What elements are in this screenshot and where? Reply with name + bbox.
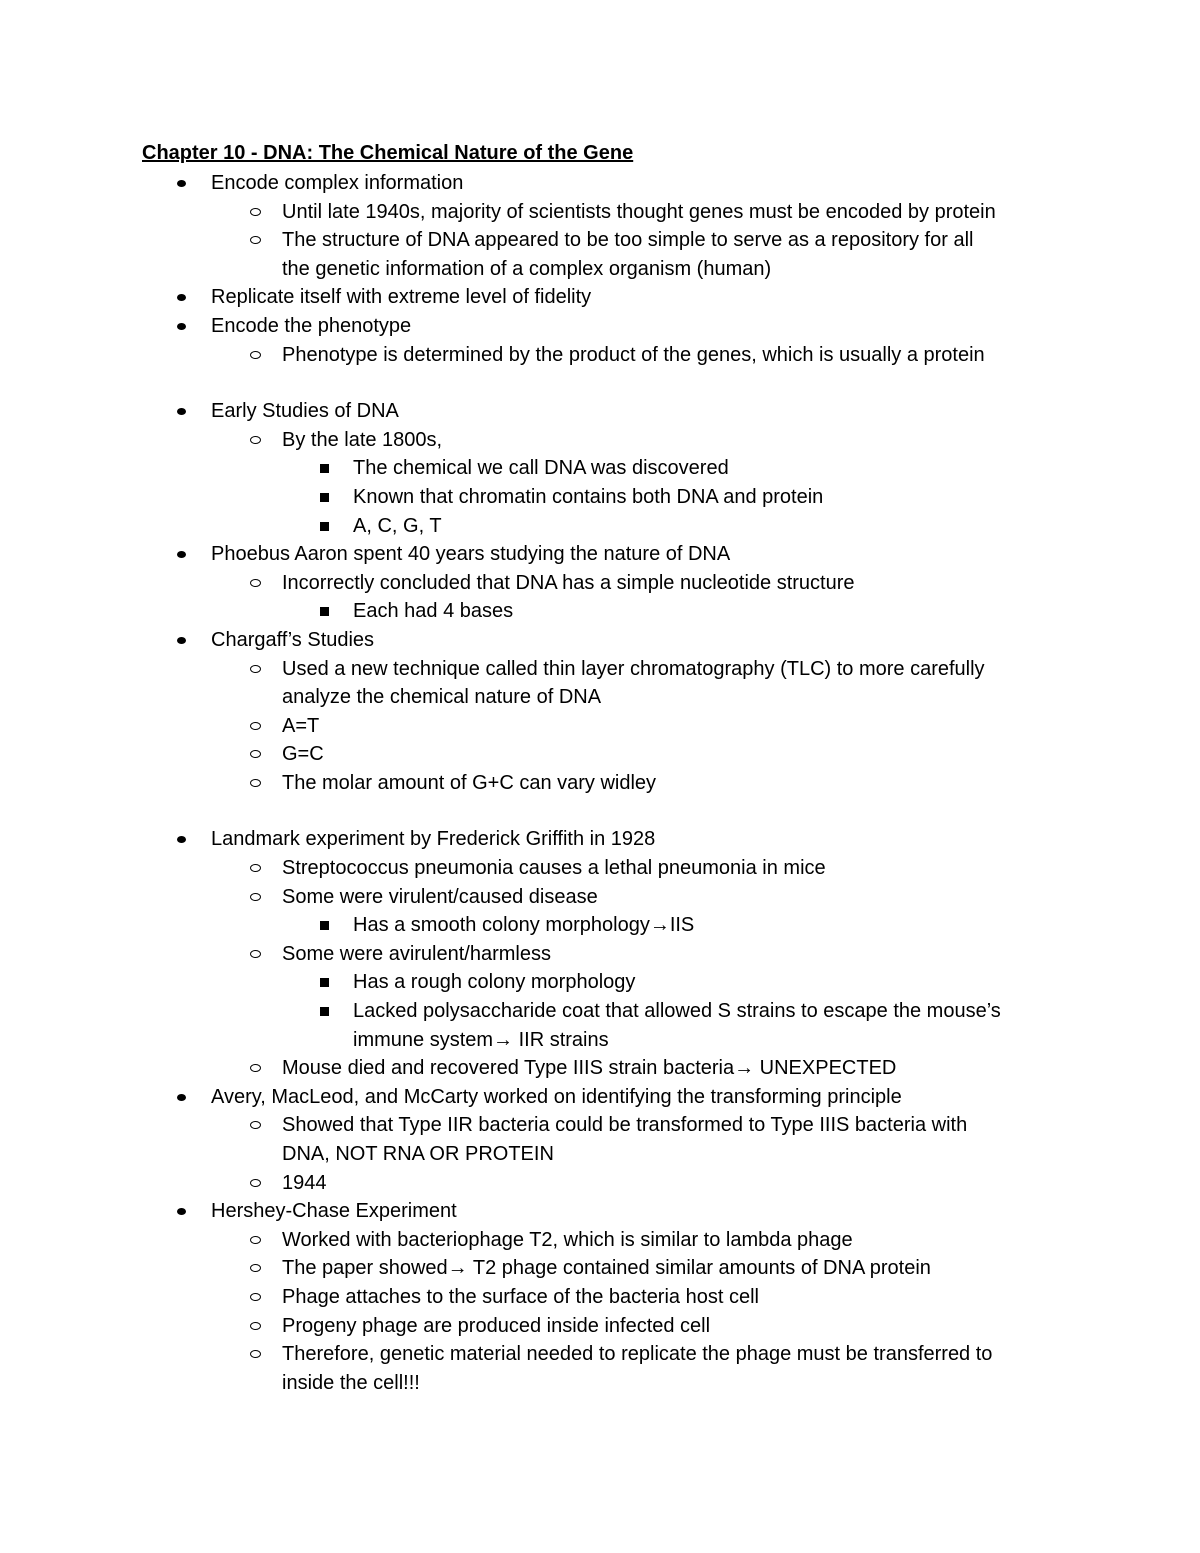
list-item-text: Has a rough colony morphology (353, 971, 636, 994)
list-item-text: The molar amount of G+C can vary widley (282, 771, 657, 794)
bullet-circle-icon (250, 1121, 261, 1129)
bullet-disc-icon (177, 408, 186, 415)
list-item (0, 940, 1200, 969)
bullet-disc-icon (177, 637, 186, 644)
bullet-circle-icon (250, 750, 261, 758)
bullet-disc-icon (177, 1094, 186, 1101)
bullet-disc-icon (177, 323, 186, 330)
list-item-text: Replicate itself with extreme level of fidelity (211, 286, 592, 309)
list-item (0, 454, 1200, 483)
list-item-text: Lacked polysaccharide coat that allowed S strains to escape the mouse’s (353, 1000, 1001, 1023)
bullet-circle-icon (250, 893, 261, 901)
list-item (0, 997, 1200, 1026)
list-item-text: immune system→ IIR strains (353, 1028, 609, 1051)
bullet-circle-icon (250, 579, 261, 587)
list-item (0, 883, 1200, 912)
bullet-circle-icon (250, 722, 261, 730)
list-item (0, 1197, 1200, 1226)
bullet-disc-icon (177, 294, 186, 301)
bullet-circle-icon (250, 1236, 261, 1244)
list-item (0, 1254, 1200, 1283)
bullet-circle-icon (250, 351, 261, 359)
bullet-list (0, 169, 1200, 1397)
bullet-circle-icon (250, 1179, 261, 1187)
list-item (0, 769, 1200, 798)
list-item-text: The paper showed→ T2 phage contained similar amounts of DNA protein (282, 1257, 931, 1280)
list-item-text: Until late 1940s, majority of scientists thought genes must be encoded by protein (282, 200, 996, 223)
list-item (0, 655, 1200, 684)
bullet-square-icon (320, 493, 329, 502)
page-title: Chapter 10 - DNA: The Chemical Nature of the Gene (142, 142, 634, 164)
blank-line (0, 369, 1200, 397)
list-item-text: Incorrectly concluded that DNA has a simple nucleotide structure (282, 571, 855, 594)
list-item-text: Early Studies of DNA (211, 400, 399, 423)
list-item (0, 1283, 1200, 1312)
list-item-text: The structure of DNA appeared to be too simple to serve as a repository for all (282, 229, 974, 252)
blank-line (0, 797, 1200, 825)
bullet-circle-icon (250, 779, 261, 787)
list-item (0, 968, 1200, 997)
list-item-text: G=C (282, 743, 324, 766)
list-item (0, 341, 1200, 370)
list-item-text: By the late 1800s, (282, 428, 443, 451)
list-item (0, 1340, 1200, 1369)
list-item-text: Chargaff’s Studies (211, 628, 375, 651)
list-item (0, 1026, 1200, 1055)
list-item (0, 540, 1200, 569)
list-item (0, 1140, 1200, 1169)
bullet-disc-icon (177, 551, 186, 558)
list-item-text: Encode complex information (211, 172, 464, 194)
list-item-text: The chemical we call DNA was discovered (353, 457, 729, 480)
list-item-text: Some were virulent/caused disease (282, 885, 598, 908)
list-item (0, 1083, 1200, 1112)
bullet-circle-icon (250, 236, 261, 244)
list-item-text: Has a smooth colony morphology→IIS (353, 914, 695, 937)
list-item-text: inside the cell!!! (282, 1371, 420, 1394)
list-item-text: Mouse died and recovered Type IIIS strain bacteria→ UNEXPECTED (282, 1057, 897, 1080)
bullet-square-icon (320, 921, 329, 930)
list-item (0, 169, 1200, 198)
list-item (0, 1169, 1200, 1198)
bullet-square-icon (320, 1007, 329, 1016)
list-item-text: Streptococcus pneumonia causes a lethal pneumonia in mice (282, 857, 826, 880)
bullet-disc-icon (177, 180, 186, 187)
bullet-circle-icon (250, 864, 261, 872)
list-item-text: DNA, NOT RNA OR PROTEIN (282, 1143, 554, 1165)
list-item-text: 1944 (282, 1171, 327, 1194)
list-item (0, 626, 1200, 655)
list-item-text: Landmark experiment by Frederick Griffith in 1928 (211, 828, 656, 851)
list-item (0, 825, 1200, 854)
bullet-circle-icon (250, 436, 261, 444)
list-item (0, 426, 1200, 455)
list-item-text: Showed that Type IIR bacteria could be transformed to Type IIIS bacteria with (282, 1114, 968, 1137)
bullet-square-icon (320, 607, 329, 616)
bullet-circle-icon (250, 950, 261, 958)
list-item-text: Therefore, genetic material needed to replicate the phage must be transferred to (282, 1343, 993, 1366)
list-item (0, 683, 1200, 712)
list-item-text: Encode the phenotype (211, 314, 412, 337)
list-item (0, 712, 1200, 741)
list-item (0, 283, 1200, 312)
list-item (0, 1111, 1200, 1140)
list-item-text: Progeny phage are produced inside infected cell (282, 1314, 711, 1337)
list-item-text: Phenotype is determined by the product of the genes, which is usually a protein (282, 343, 985, 366)
list-item-text: analyze the chemical nature of DNA (282, 686, 602, 709)
list-item (0, 483, 1200, 512)
list-item-text: Used a new technique called thin layer chromatography (TLC) to more carefully (282, 657, 985, 680)
list-item (0, 198, 1200, 227)
list-item-text: Known that chromatin contains both DNA and protein (353, 485, 824, 508)
list-item-text: the genetic information of a complex organism (human) (282, 257, 772, 280)
list-item (0, 1312, 1200, 1341)
bullet-circle-icon (250, 1350, 261, 1358)
list-item (0, 597, 1200, 626)
bullet-circle-icon (250, 208, 261, 216)
list-item (0, 1369, 1200, 1398)
bullet-square-icon (320, 522, 329, 531)
list-item-text: Phoebus Aaron spent 40 years studying the nature of DNA (211, 543, 731, 566)
bullet-circle-icon (250, 1064, 261, 1072)
bullet-circle-icon (250, 1264, 261, 1272)
list-item (0, 397, 1200, 426)
list-item (0, 226, 1200, 255)
list-item (0, 255, 1200, 284)
list-item (0, 569, 1200, 598)
list-item-text: A=T (282, 714, 320, 737)
list-item-text: Each had 4 bases (353, 600, 514, 623)
bullet-square-icon (320, 464, 329, 473)
list-item-text: A, C, G, T (353, 514, 442, 537)
list-item-text: Hershey-Chase Experiment (211, 1200, 457, 1223)
bullet-disc-icon (177, 836, 186, 843)
list-item (0, 1226, 1200, 1255)
list-item (0, 740, 1200, 769)
list-item-text: Worked with bacteriophage T2, which is similar to lambda phage (282, 1228, 853, 1251)
list-item-text: Avery, MacLeod, and McCarty worked on identifying the transforming principle (211, 1085, 902, 1108)
bullet-circle-icon (250, 665, 261, 673)
list-item-text: Some were avirulent/harmless (282, 942, 551, 965)
list-item (0, 512, 1200, 541)
list-item (0, 911, 1200, 940)
bullet-square-icon (320, 978, 329, 987)
list-item (0, 854, 1200, 883)
list-item (0, 312, 1200, 341)
bullet-disc-icon (177, 1208, 186, 1215)
list-item-text: Phage attaches to the surface of the bacteria host cell (282, 1285, 759, 1308)
bullet-circle-icon (250, 1322, 261, 1330)
bullet-circle-icon (250, 1293, 261, 1301)
list-item (0, 1054, 1200, 1083)
